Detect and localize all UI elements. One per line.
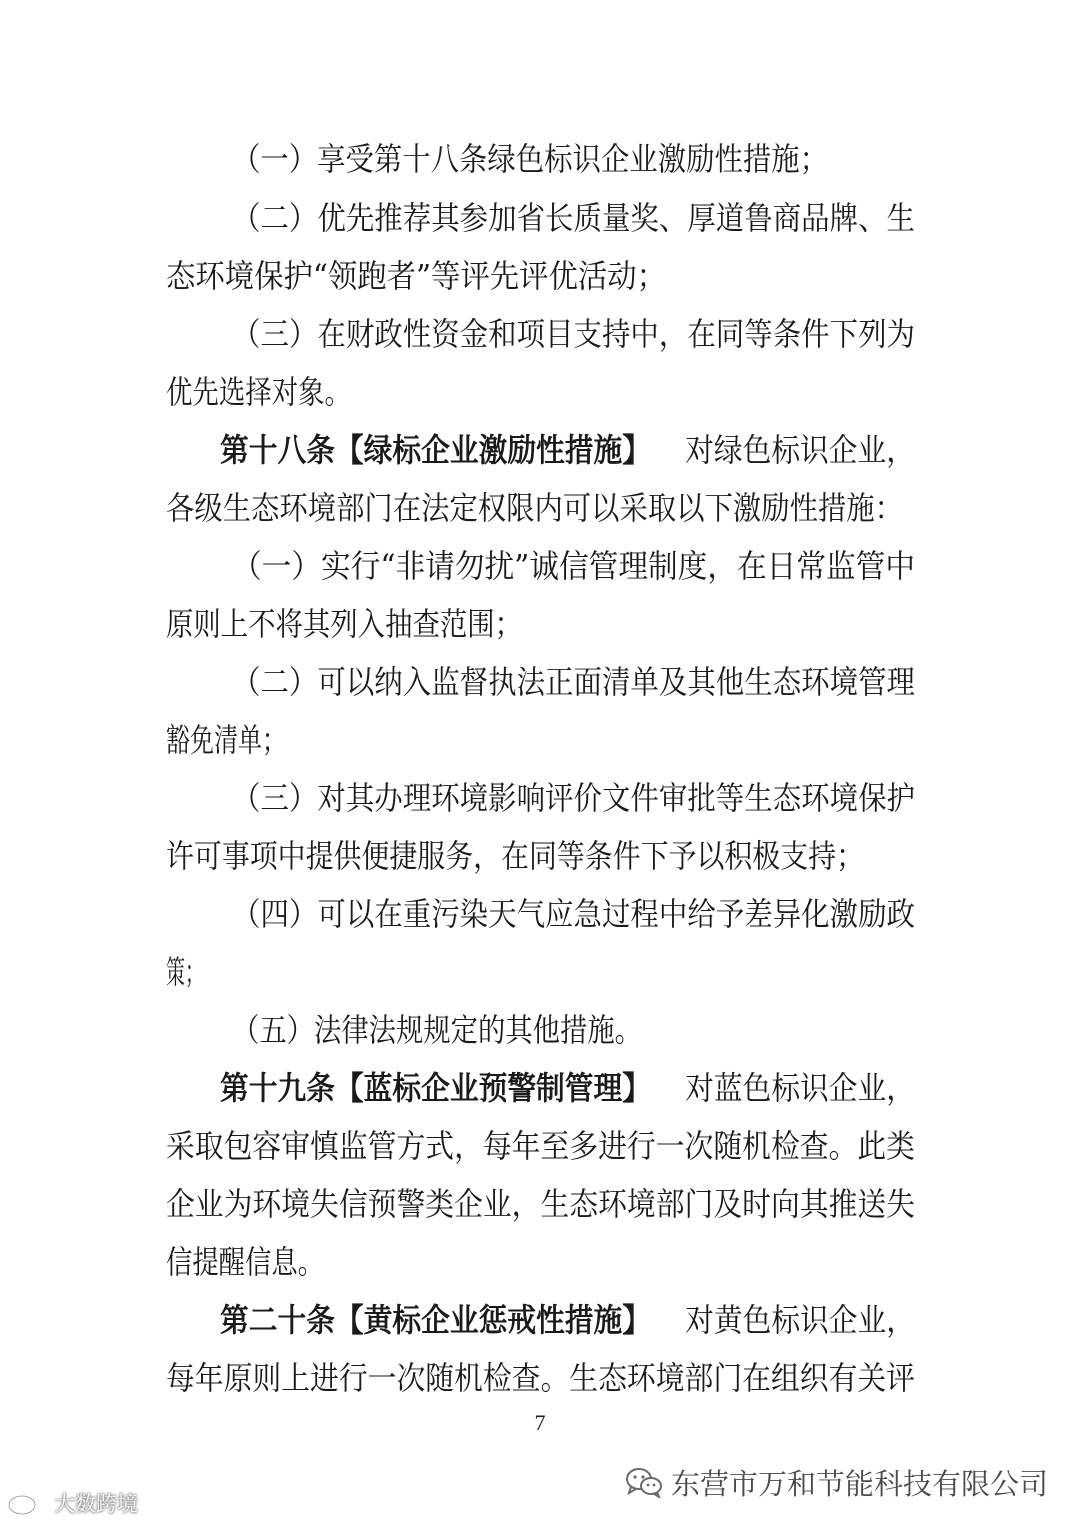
- text-line-content: [232, 660, 915, 704]
- article-heading: 第十九条【蓝标企业预警制管理】: [220, 1069, 652, 1107]
- body-text: 采取包容审慎监管方式，每年至多进行一次随机检查。此类: [166, 1127, 915, 1165]
- wechat-account-name: 东营市万和节能科技有限公司: [670, 1466, 1048, 1501]
- body-text: （三）对其办理环境影响评价文件审批等生态环境保护: [232, 779, 915, 817]
- body-text: 优先选择对象。: [166, 373, 351, 411]
- wechat-icon: [625, 1466, 663, 1498]
- text-line-content: [220, 428, 915, 472]
- body-text: （四）可以在重污染天气应急过程中给予差异化激励政: [232, 895, 915, 933]
- text-line-content: [220, 1066, 915, 1110]
- article-heading: 第十八条【绿标企业激励性措施】: [220, 431, 652, 469]
- text-line-content: [166, 950, 204, 994]
- body-text: 各级生态环境部门在法定权限内可以采取以下激励性措施：: [166, 489, 903, 527]
- text-line: [0, 196, 1080, 240]
- body-text: 企业为环境失信预警类企业，生态环境部门及时向其推送失: [166, 1185, 915, 1223]
- text-line-content: [232, 1008, 642, 1052]
- text-line: [0, 1298, 1080, 1342]
- text-line-content: [166, 834, 864, 878]
- text-line-content: [232, 544, 915, 588]
- weibo-account-name: 大数跨境: [54, 1492, 138, 1516]
- text-line-content: [166, 718, 286, 762]
- body-text: 原则上不将其列入抽查范围；: [166, 605, 522, 643]
- weibo-logo-icon: [6, 1490, 50, 1516]
- text-line: [0, 312, 1080, 356]
- text-line: [0, 137, 1080, 181]
- text-line-content: [232, 892, 915, 936]
- body-text: 信提醒信息。: [166, 1243, 324, 1281]
- text-line-content: [166, 1356, 915, 1400]
- body-text: （二）优先推荐其参加省长质量奖、厚道鲁商品牌、生: [232, 199, 915, 237]
- text-line: [0, 1124, 1080, 1168]
- page-number: 7: [534, 1410, 546, 1435]
- text-line: [0, 486, 1080, 530]
- text-line: [0, 1066, 1080, 1110]
- text-line-content: [166, 486, 903, 530]
- weibo-watermark: [6, 1486, 138, 1520]
- text-line: [0, 254, 1080, 298]
- text-line: [0, 1240, 1080, 1284]
- text-line: [0, 602, 1080, 646]
- text-line-content: [232, 137, 828, 181]
- text-line-content: [232, 196, 915, 240]
- body-text: 对黄色标识企业，: [685, 1301, 915, 1339]
- text-line-content: [232, 776, 915, 820]
- text-line: [0, 428, 1080, 472]
- text-line: [0, 544, 1080, 588]
- text-line-content: [166, 370, 351, 414]
- body-text: 策；: [166, 953, 204, 991]
- text-line-content: [166, 1124, 915, 1168]
- text-line-content: [232, 312, 915, 356]
- text-line: [0, 370, 1080, 414]
- text-line-content: [166, 1182, 915, 1226]
- text-line: [0, 892, 1080, 936]
- text-line-content: [220, 1298, 915, 1342]
- text-line-content: [166, 602, 522, 646]
- text-line: [0, 1356, 1080, 1400]
- body-text: 对蓝色标识企业，: [685, 1069, 915, 1107]
- body-text: （一）实行“非请勿扰”诚信管理制度，在日常监管中: [232, 547, 915, 585]
- text-line: [0, 1182, 1080, 1226]
- body-text: （二）可以纳入监督执法正面清单及其他生态环境管理: [232, 663, 915, 701]
- body-text: 对绿色标识企业，: [685, 431, 915, 469]
- body-text: 许可事项中提供便捷服务，在同等条件下予以积极支持；: [166, 837, 864, 875]
- text-line: [0, 834, 1080, 878]
- text-line: [0, 1008, 1080, 1052]
- text-line: [0, 776, 1080, 820]
- body-text: （一）享受第十八条绿色标识企业激励性措施；: [232, 140, 828, 178]
- text-line: [0, 660, 1080, 704]
- text-line-content: [166, 1240, 324, 1284]
- body-text: 豁免清单；: [166, 721, 286, 759]
- text-line: [0, 718, 1080, 762]
- text-line-content: [166, 254, 666, 298]
- wechat-watermark: [625, 1462, 1048, 1502]
- body-text: （五）法律法规规定的其他措施。: [232, 1011, 642, 1049]
- text-line: [0, 950, 1080, 994]
- article-heading: 第二十条【黄标企业惩戒性措施】: [220, 1301, 652, 1339]
- body-text: 态环境保护“领跑者”等评先评优活动；: [166, 257, 666, 295]
- body-text: （三）在财政性资金和项目支持中，在同等条件下列为: [232, 315, 915, 353]
- body-text: 每年原则上进行一次随机检查。生态环境部门在组织有关评: [166, 1359, 915, 1397]
